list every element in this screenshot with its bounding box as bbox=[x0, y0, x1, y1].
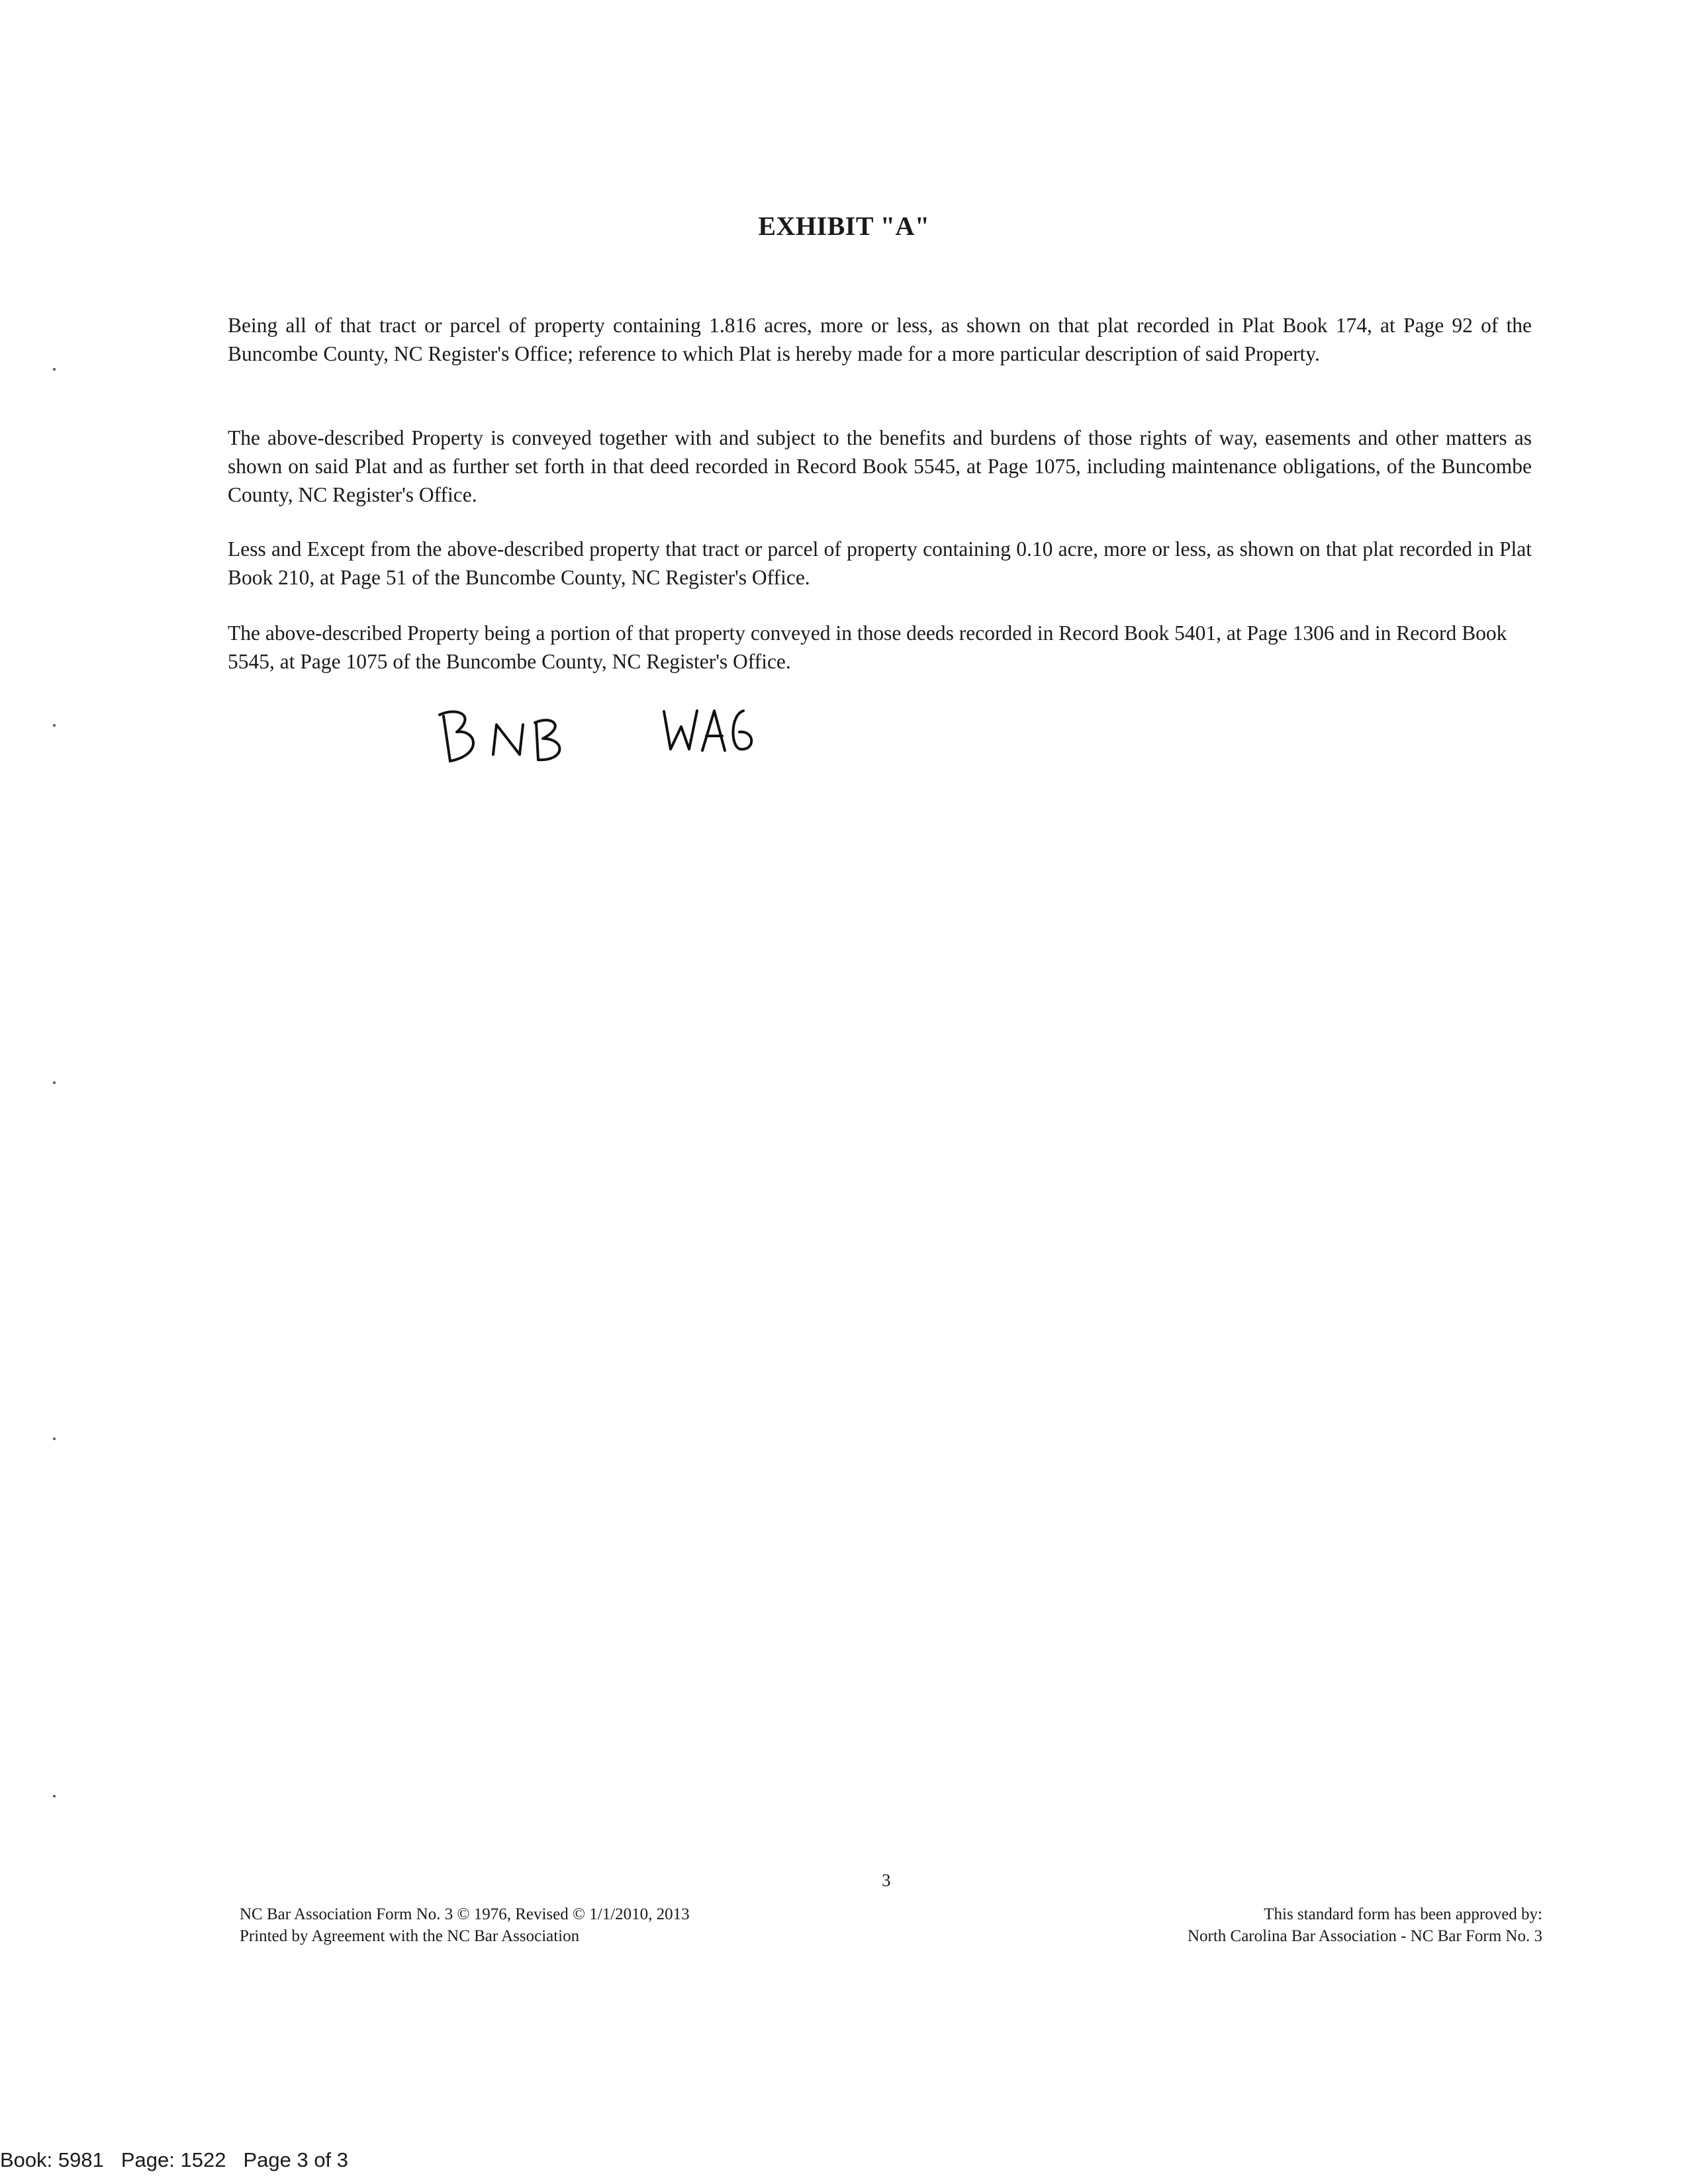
footer-left-line-2: Printed by Agreement with the NC Bar Association bbox=[240, 1927, 580, 1945]
page-number: 3 bbox=[882, 1870, 891, 1890]
paragraph-portion-of-property: The above-described Property being a portion of that property conveyed in those deeds recorded in Record Book 5401, at Page 1306 and in Record Book 5545, at Page 1075 of the Buncombe County, NC Register's Office. bbox=[228, 621, 1507, 673]
paragraph-rights-of-way: The above-described Property is conveyed together with and subject to the benefits and burdens of those rights of way, easements and other matters as shown on said Plat and as further set forth in that deed recorded in Record Book 5545, at Page 1075, including maintenance obligations, of the Buncombe County, NC Register's Office. bbox=[228, 426, 1532, 506]
stamp-book: Book: 5981 bbox=[0, 2148, 104, 2171]
margin-mark bbox=[53, 1795, 56, 1797]
footer-left-line-1: NC Bar Association Form No. 3 © 1976, Revised © 1/1/2010, 2013 bbox=[240, 1905, 690, 1923]
exhibit-title: EXHIBIT "A" bbox=[758, 211, 930, 241]
paragraph-tract-description: Being all of that tract or parcel of property containing 1.816 acres, more or less, as shown on that plat recorded in Plat Book 174, at Page 92 of the Buncombe County, NC Register's Office; reference to which Plat is hereby made for a more particular description of said Property. bbox=[228, 314, 1532, 365]
footer-right-line-1: This standard form has been approved by: bbox=[1264, 1905, 1542, 1923]
margin-mark bbox=[53, 1081, 56, 1084]
margin-mark bbox=[53, 724, 56, 727]
handwritten-initials-wab bbox=[659, 688, 765, 781]
recording-stamp bbox=[0, 2148, 365, 2172]
margin-mark bbox=[53, 368, 56, 371]
stamp-page-of: Page 3 of 3 bbox=[243, 2148, 349, 2171]
footer-right-line-2: North Carolina Bar Association - NC Bar Form No. 3 bbox=[1187, 1927, 1542, 1945]
stamp-page: Page: 1522 bbox=[120, 2148, 226, 2171]
footer-form-info bbox=[240, 1903, 690, 1947]
handwritten-initials-bnb bbox=[430, 688, 576, 781]
footer-approval bbox=[1188, 1903, 1542, 1947]
paragraph-less-and-except: Less and Except from the above-described property that tract or parcel of property containing 0.10 acre, more or less, as shown on that plat recorded in Plat Book 210, at Page 51 of the Buncombe County, NC Register's Office. bbox=[228, 537, 1532, 589]
margin-mark bbox=[53, 1437, 56, 1440]
